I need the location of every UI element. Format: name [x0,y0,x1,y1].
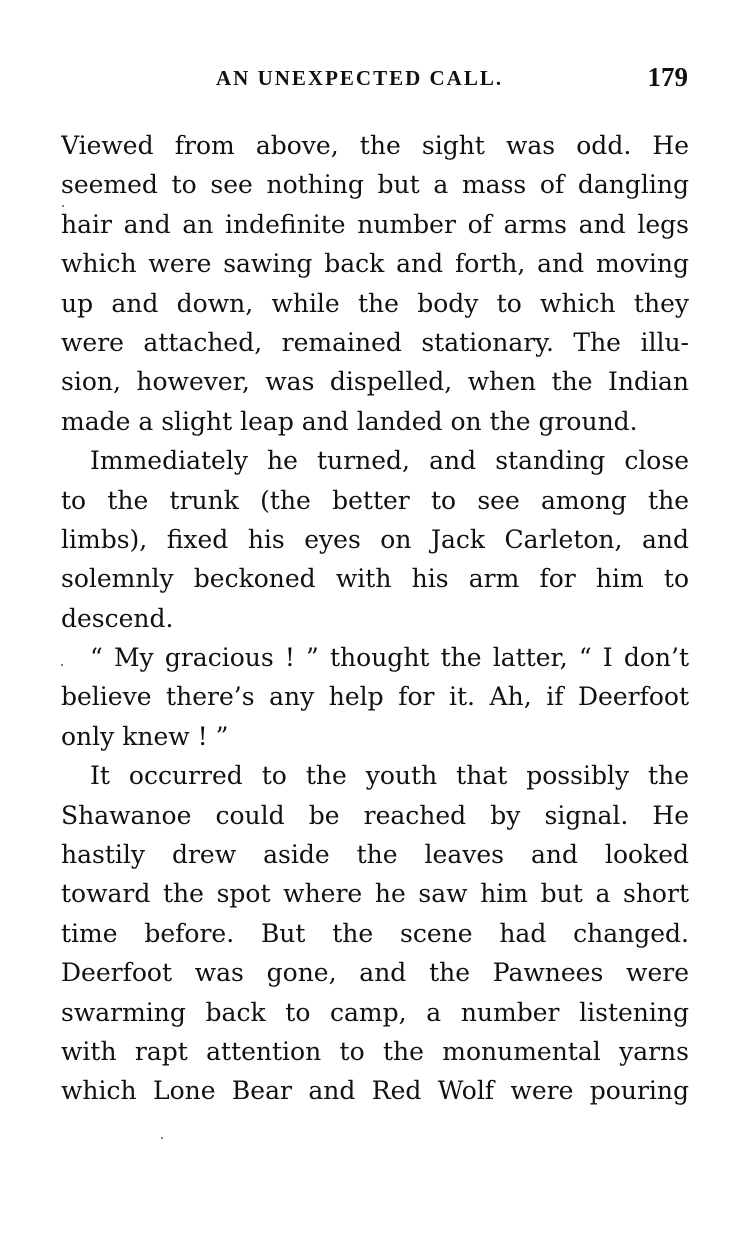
text-line: swarming back to camp, a number listening [61,997,689,1027]
text-line: to the trunk (the better to see among the [61,485,689,515]
paragraph-2 [61,441,689,638]
running-title: AN UNEXPECTED CALL. [216,66,504,90]
print-speck [161,1137,163,1139]
text-line: toward the spot where he saw him but a short [61,879,689,909]
text-line: which Lone Bear and Red Wolf were pouring [61,1076,689,1106]
text-line: descend. [61,603,174,633]
text-line: Deerfoot was gone, and the Pawnees were [61,958,689,988]
text-line: Viewed from above, the sight was odd. He [61,131,689,160]
text-line: hair and an indefinite number of arms and legs [61,209,689,239]
text-line: solemnly beckoned with his arm for him to [61,564,689,594]
print-speck [62,205,64,207]
text-line: hastily drew aside the leaves and looked [61,840,689,870]
text-line: It occurred to the youth that possibly the [90,761,689,791]
text-line: seemed to see nothing but a mass of dangling [61,170,689,200]
paragraph-3 [61,638,689,756]
text-line: believe there’s any help for it. Ah, if Deerfoot [61,682,689,712]
text-line: time before. But the scene had changed. [61,918,689,948]
text-line: Immediately he turned, and standing close [90,446,689,476]
text-line: were attached, remained stationary. The illu- [61,327,689,357]
body-text [61,126,689,1111]
print-speck [61,664,63,666]
paragraph-1 [61,126,689,441]
text-line: only knew ! ” [61,721,229,751]
text-line: sion, however, was dispelled, when the Indian [61,367,689,397]
text-line: with rapt attention to the monumental yarns [61,1036,689,1066]
text-line: Shawanoe could be reached by signal. He [61,800,689,830]
text-line: made a slight leap and landed on the ground. [61,406,638,436]
text-line: which were sawing back and forth, and moving [61,249,689,279]
page-number: 179 [647,62,688,92]
text-line: limbs), fixed his eyes on Jack Carleton, and [61,524,689,554]
paragraph-4 [61,756,689,1111]
text-line: up and down, while the body to which they [61,288,689,318]
text-line: “ My gracious ! ” thought the latter, “ I don’t [90,643,689,673]
